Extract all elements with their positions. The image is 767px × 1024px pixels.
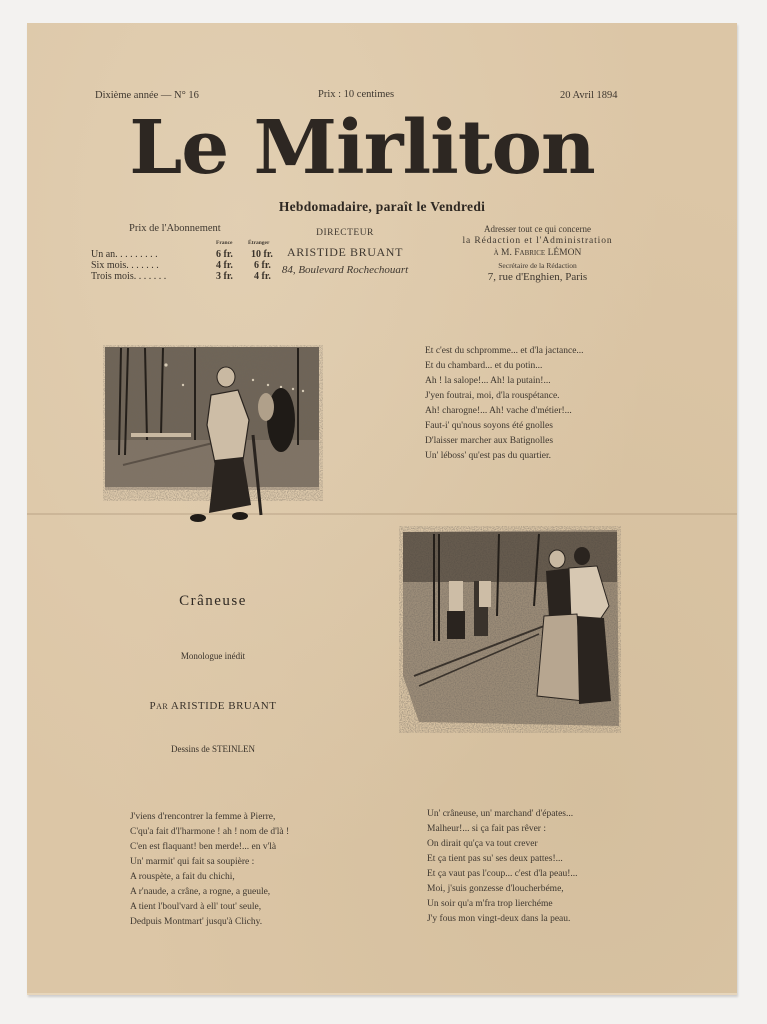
admin-line-3: à M. Fabrice LÉMON xyxy=(493,248,582,258)
poem-title: Crâneuse xyxy=(179,593,247,609)
price-etranger: 6 fr. xyxy=(254,260,271,271)
price-label: Un an. . . . . . . . . xyxy=(91,249,158,260)
verse-line: Ah ! la salope!... Ah! la putain!... xyxy=(425,376,551,386)
verse-line: Malheur!... si ça fait pas rêver : xyxy=(427,824,546,834)
col-france: France xyxy=(216,240,233,246)
verse-line: Et c'est du schpromme... et d'la jactance... xyxy=(425,346,584,356)
issue-number: Dixième année — N° 16 xyxy=(95,90,199,101)
verse-line: Un soir qu'a m'fra trop lierchéme xyxy=(427,899,553,909)
issue-date: 20 Avril 1894 xyxy=(560,90,618,101)
director-address: 84, Boulevard Rochechouart xyxy=(281,264,409,276)
price-row xyxy=(91,260,281,271)
poem-author: Par ARISTIDE BRUANT xyxy=(149,700,277,712)
price-france: 4 fr. xyxy=(216,260,233,271)
price-france: 6 fr. xyxy=(216,249,233,260)
verse-line: C'en est flaquant! ben merde!... en v'là xyxy=(130,842,277,852)
verse-line: Moi, j'suis gonzesse d'loucherbéme, xyxy=(427,884,564,894)
price-label: Trois mois. . . . . . . xyxy=(91,271,167,282)
subscription-heading: Prix de l'Abonnement xyxy=(129,223,221,234)
stanza-right xyxy=(427,807,577,927)
verse-line: A rouspète, a fait du chichi, xyxy=(130,872,235,882)
poem-genre: Monologue inédit xyxy=(180,651,246,661)
newspaper-page xyxy=(27,23,737,995)
verse-line: D'laisser marcher aux Batignolles xyxy=(425,436,554,446)
verse-line: Et du chambard... et du potin... xyxy=(425,361,543,371)
price-etranger: 10 fr. xyxy=(251,249,273,260)
director-name: ARISTIDE BRUANT xyxy=(287,245,403,259)
stanza-left xyxy=(130,810,289,930)
stanza-top xyxy=(425,344,584,464)
verse-line: A tient l'boul'vard à ell' tout' seule, xyxy=(130,902,262,912)
verse-line: C'qu'a fait d'l'harmone ! ah ! nom de d'là ! xyxy=(130,827,290,837)
col-etranger: Étranger xyxy=(248,240,270,246)
verse-line: Dedpuis Montmart' jusqu'à Clichy. xyxy=(130,917,263,927)
woman-walking-illustration xyxy=(103,345,323,530)
issue-price: Prix : 10 centimes xyxy=(318,89,395,100)
masthead-title: Le Mirliton xyxy=(129,105,595,191)
price-row xyxy=(91,271,281,282)
verse-line: On dirait qu'ça va tout crever xyxy=(427,839,538,849)
director-heading: DIRECTEUR xyxy=(316,228,374,238)
verse-line: J'viens d'rencontrer la femme à Pierre, xyxy=(130,812,276,822)
verse-line: Faut-i' qu'nous soyons été gnolles xyxy=(425,421,553,431)
verse-line: Un' crâneuse, un' marchand' d'épates... xyxy=(427,809,574,819)
verse-line: A r'naude, a crâne, a rogne, a gueule, xyxy=(130,887,271,897)
admin-line-1: Adresser tout ce qui concerne xyxy=(484,224,591,234)
verse-line: J'y fous mon vingt-deux dans la peau. xyxy=(427,914,571,924)
verse-line: Un' marmit' qui fait sa soupière : xyxy=(130,857,255,867)
verse-line: J'yen foutrai, moi, d'la rouspétance. xyxy=(425,391,560,401)
price-row xyxy=(91,249,281,260)
price-label: Six mois. . . . . . . xyxy=(91,260,159,271)
price-etranger: 4 fr. xyxy=(254,271,271,282)
publication-frequency: Hebdomadaire, paraît le Vendredi xyxy=(278,199,486,214)
two-women-illustration xyxy=(399,526,621,733)
admin-line-2: la Rédaction et l'Administration xyxy=(462,236,613,246)
illustration-drawing-icon xyxy=(399,526,621,733)
illustration-drawing-icon xyxy=(103,345,323,530)
price-france: 3 fr. xyxy=(216,271,233,282)
admin-line-5: 7, rue d'Enghien, Paris xyxy=(487,271,588,283)
verse-line: Ah! charogne!... Ah! vache d'métier!... xyxy=(425,406,572,416)
poem-drawings-credit: Dessins de STEINLEN xyxy=(171,744,255,754)
verse-line: Un' léboss' qu'est pas du quartier. xyxy=(425,451,551,461)
admin-line-4: Secrétaire de la Rédaction xyxy=(498,261,577,270)
verse-line: Et ça tient pas su' ses deux pattes!... xyxy=(427,854,563,864)
verse-line: Et ça vaut pas l'coup... c'est d'la peau!... xyxy=(427,869,578,879)
